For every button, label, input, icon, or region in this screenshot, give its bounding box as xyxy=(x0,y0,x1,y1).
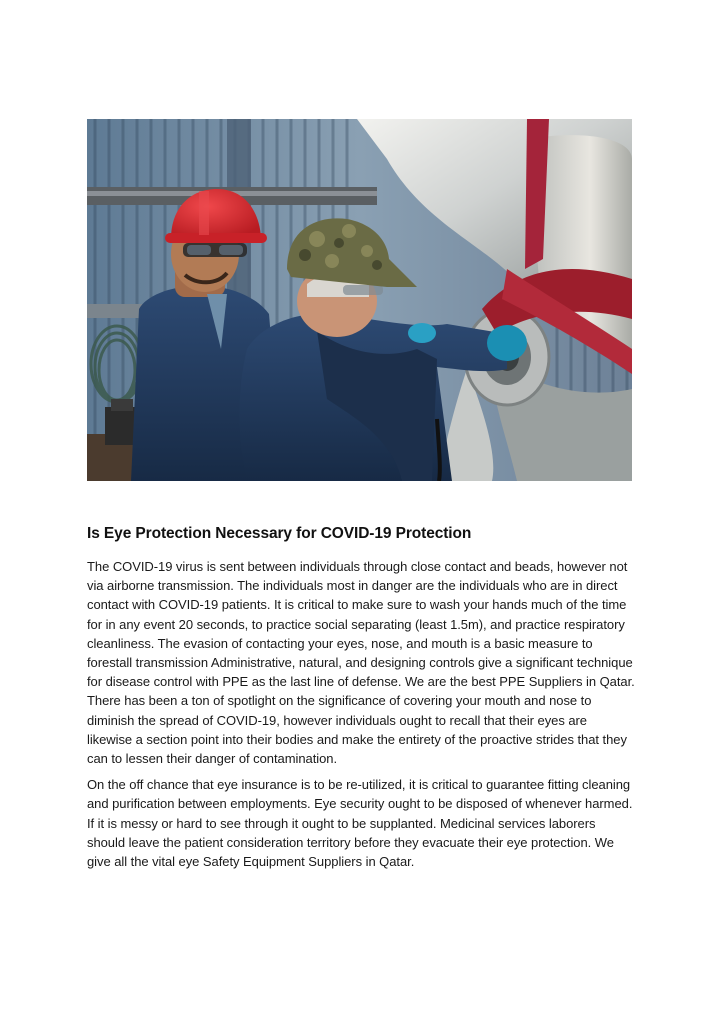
article-body xyxy=(87,523,635,878)
workers-propeller-photo xyxy=(87,119,632,481)
article-photo xyxy=(87,119,632,481)
article-heading: Is Eye Protection Necessary for COVID-19 Protection xyxy=(87,525,472,542)
article-paragraph-2: On the off chance that eye insurance is to be re-utilized, it is critical to guarantee fitting cleaning and purification between employments. Eye security ought to be disposed of whenever harmed. If it is messy or hard to see through it ought to be supplanted. Medicinal services laborers should leave the patient consideration territory before they evacuate their eye protection. We give all the vital eye Safety Equipment Suppliers in Qatar. xyxy=(87,777,633,870)
article-paragraph-1: The COVID-19 virus is sent between individuals through close contact and beads, however not via airborne transmission. The individuals most in danger are the individuals who are in direct contact with COVID-19 patients. It is critical to make sure to wash your hands much of the time for in any event 20 seconds, to practice social separating (least 1.5m), and practice respiratory cleanliness. The evasion of contacting your eyes, nose, and mouth is a basic measure to forestall transmission Administrative, natural, and designing controls give a significant technique for disease control with PPE as the last line of defense. We are the best PPE Suppliers in Qatar. There has been a ton of spotlight on the significance of covering your mouth and nose to diminish the spread of COVID-19, however individuals ought to recall that their eyes are likewise a section point into their bodies and make the entirety of the proactive strides that they can to lessen their danger of contamination. xyxy=(87,559,635,767)
